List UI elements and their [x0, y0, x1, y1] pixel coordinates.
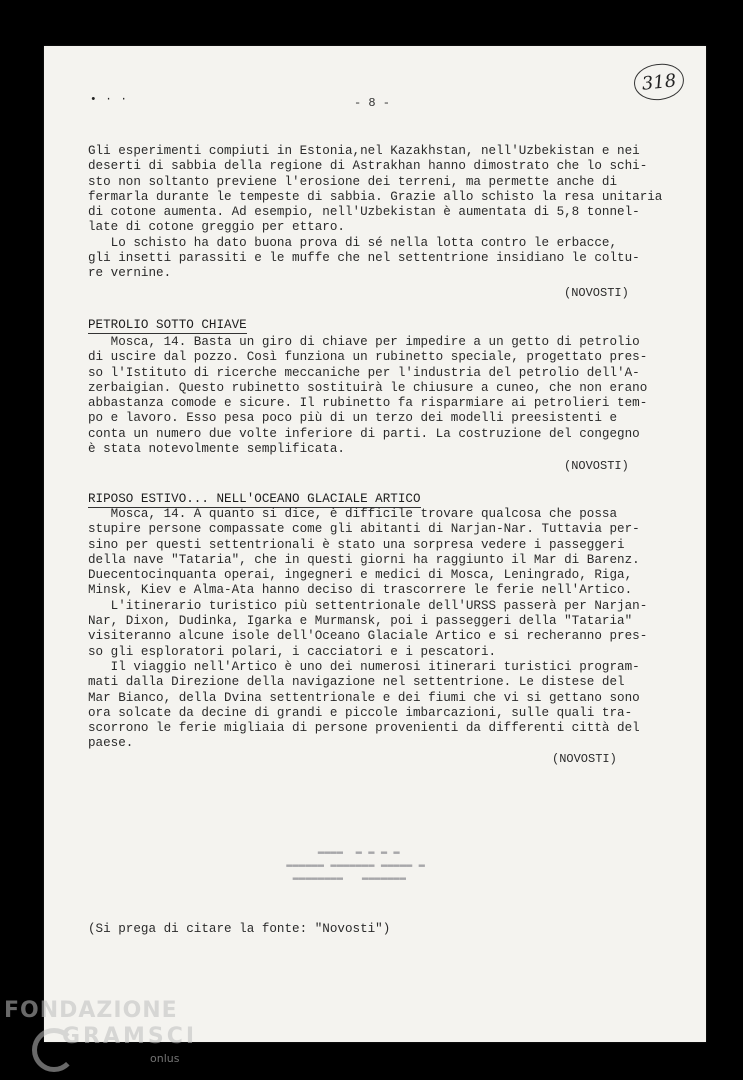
archive-number: 318	[640, 69, 678, 95]
archive-number-circle	[632, 61, 685, 102]
watermark-line2: GRAMSCI	[62, 1024, 198, 1049]
article1-body: Mosca, 14. Basta un giro di chiave per impedire a un getto di petrolio di uscire dal pozzo. Così funziona un rubinetto speciale, progettato pres- so l'Istituto di ricerche meccaniche per l'industria del petrolio dell'A- zerbaigian. Questo rubinetto sostituirà le chiusure a cuneo, che non erano abbastanza comode e sicure. Il rubinetto fa risparmiare ai petrolieri tem- po e lavoro. Esso pesa poco più di un terzo dei modelli preesistenti e conta un numero due volte inferiore di parti. La costruzione del congegno è stata notevolmente semplificata.	[88, 335, 648, 457]
intro-paragraph: Gli esperimenti compiuti in Estonia,nel Kazakhstan, nell'Uzbekistan e nei deserti di sabbia della regione di Astrakhan hanno dimostrato che lo schi- sto non soltanto previene l'erosione dei terreni, ma permette anche di fermarla durante le tempeste di sabbia. Grazie allo schisto la resa unitaria di cotone aumenta. Ad esempio, nell'Uzbekistan è aumentata di 5,8 tonnel- late di cotone greggio per ettaro. Lo schisto ha dato buona prova di sé nella lotta contro le erbacce, gli insetti parassiti e le muffe che nel settentrione insidiano le coltu- re vernine.	[88, 144, 663, 281]
citation-note: (Si prega di citare la fonte: "Novosti")	[88, 922, 391, 936]
article1-source: (NOVOSTI)	[564, 459, 629, 473]
article1-title: PETROLIO SOTTO CHIAVE	[88, 318, 247, 332]
watermark-line1: FONDAZIONE	[4, 998, 178, 1023]
article2-body: Mosca, 14. A quanto si dice, è difficile trovare qualcosa che possa stupire persone compassate come gli abitanti di Narjan-Nar. Tuttavia per- sino per questi settentrionali è stato una sorpresa vedere i passeggeri della nave "Tataria", che in questi giorni ha raggiunto il Mar di Barenz. Duecentocinquanta operai, ingegneri e medici di Mosca, Leningrado, Riga, Minsk, Kiev e Alma-Ata hanno deciso di trascorrere le ferie nell'Artico. L'itinerario turistico più settentrionale dell'URSS passerà per Narjan- Nar, Dixon, Dudinka, Igarka e Murmansk, poi i passeggeri della "Tataria" visiteranno alcune isole dell'Oceano Glaciale Artico e si recheranno pres- so gli esploratori polari, i cacciatori e i pescatori. Il viaggio nell'Artico è uno dei numerosi itinerari turistici program- mati dalla Direzione della navigazione nel settentrione. Le distese del Mar Bianco, della Dvina settentrionale e dei fiumi che vi si gettano sono ora solcate da decine di grandi e piccole imbarcazioni, sulle quali tra- scorrono le ferie migliaia di persone provenienti da differenti città del paese.	[88, 507, 648, 751]
document-page	[44, 46, 706, 1042]
fondazione-gramsci-watermark	[4, 998, 204, 1078]
faded-stamp-bleed: ▬▬▬▬▬▬▬▬ ▬▬▬▬▬▬▬ ▬▬▬▬▬▬ ▬▬▬▬▬▬▬ ▬▬▬▬▬ ▬ ▬▬▬▬ ▬ ▬ ▬ ▬	[286, 847, 425, 885]
intro-source: (NOVOSTI)	[564, 286, 629, 300]
watermark-onlus: onlus	[150, 1052, 180, 1065]
page-number: - 8 -	[354, 96, 391, 110]
corner-mark: • · ·	[90, 94, 129, 106]
watermark-logo-icon	[32, 1028, 76, 1072]
article2-title: RIPOSO ESTIVO... NELL'OCEANO GLACIALE ARTICO	[88, 492, 421, 506]
article2-source: (NOVOSTI)	[552, 752, 617, 766]
